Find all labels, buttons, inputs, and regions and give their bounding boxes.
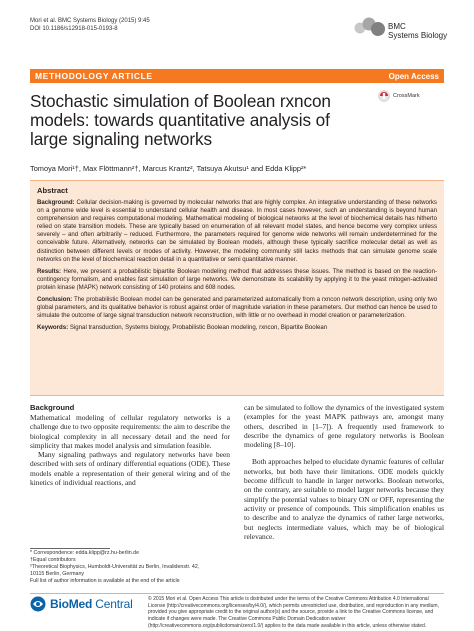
article-type-banner bbox=[30, 69, 444, 83]
equal-contributors-note: †Equal contributors bbox=[30, 557, 76, 564]
abstract-results-label: Results: bbox=[37, 267, 62, 275]
footnotes bbox=[30, 550, 235, 585]
article-type-label: METHODOLOGY ARTICLE bbox=[35, 71, 153, 81]
abstract-conclusion-label: Conclusion: bbox=[37, 296, 73, 304]
biomed-central-mark-icon bbox=[30, 596, 46, 612]
abstract-conclusion bbox=[37, 296, 437, 320]
keywords bbox=[37, 324, 437, 332]
crossmark-badge[interactable] bbox=[378, 90, 420, 102]
correspondence-note[interactable]: * Correspondence: edda.klipp@rz.hu-berlin.de bbox=[30, 550, 140, 556]
affiliation-line: 10115 Berlin, Germany bbox=[30, 571, 85, 578]
abstract-results-text: Here, we present a probabilistic bipartite Boolean modeling method that addresses these issues. The method is based on the reaction-contingency formalism, and enables fast simulation of large networks. We demonstrate its scalability by applying it to the yeast mitogen-activated protein kinase (MAPK) network consisting of 140 proteins and 608 nodes. bbox=[37, 267, 437, 291]
journal-logo-bmc: BMC bbox=[388, 22, 406, 31]
body-right-column bbox=[244, 403, 444, 541]
affiliation-line: ²Theoretical Biophysics, Humboldt-Universität zu Berlin, Invalidenstr. 42, bbox=[30, 564, 200, 571]
journal-logo-name: Systems Biology bbox=[388, 31, 448, 40]
abstract-background bbox=[37, 199, 437, 264]
keywords-text: Signal transduction, Systems biology, Probabilistic Boolean modeling, rxncon, Bipartite Boolean bbox=[69, 324, 328, 332]
biomed-central-wordmark bbox=[50, 597, 133, 611]
footer-divider bbox=[30, 593, 444, 594]
abstract-heading: Abstract bbox=[37, 186, 68, 195]
abstract-background-label: Background: bbox=[37, 199, 75, 206]
background-heading: Background bbox=[30, 403, 75, 412]
body-paragraph: can be simulated to follow the dynamics of the investigated system (examples for the yeast MAPK pathways are, amongst many others, described in [1–7]). A frequently used framework to describe the dynamics of gene regulatory networks is Boolean modeling [8–10]. bbox=[244, 403, 444, 450]
citation-header bbox=[30, 17, 150, 33]
body-paragraph: Many signaling pathways and regulatory networks have been described with sets of ordinary differential equations (ODE). These models enable a representation of their general wiring and of the kinetics of individual reactions, and bbox=[30, 450, 230, 488]
author-list: Tomoya Mori¹†, Max Flöttmann²†, Marcus Krantz², Tatsuya Akutsu¹ and Edda Klipp²* bbox=[30, 164, 307, 173]
article-title: Stochastic simulation of Boolean rxncon models: towards quantitative analysis of large signaling networks bbox=[30, 91, 331, 149]
biomed-wordmark-central: Central bbox=[92, 597, 133, 611]
author-info-note: Full list of author information is available at the end of the article bbox=[30, 578, 180, 585]
abstract-results bbox=[37, 268, 437, 292]
bmc-circles-logo-icon bbox=[353, 16, 387, 40]
body-paragraph: Both approaches helped to elucidate dynamic features of cellular networks, but both have their limitations. ODE models quickly become difficult to handle in larger networks. Boolean networks, on the contrary, are suitable to model larger networks because they simplify the potential values to binary ON or OFF, representing the activity or presence of compounds. This simplification enables us to describe and to analyze the dynamics of rather large networks, but neglects intermediate values, which may be of biological relevance. bbox=[244, 457, 444, 541]
open-access-label: Open Access bbox=[388, 71, 439, 81]
biomed-central-logo bbox=[30, 596, 133, 612]
crossmark-icon bbox=[378, 90, 390, 102]
license-text: © 2015 Mori et al. Open Access This article is distributed under the terms of the Creative Commons Attribution 4.0 International License (http://creativecommons.org/licenses/by/4.0/), which permits unrestricted use, distribution, and reproduction in any medium, provided you give appropriate credit to the original author(s) and the source, provide a link to the Creative Commons license, and indicate if changes were made. The Creative Commons Public Domain Dedication waiver (http://creativecommons.org/publicdomain/zero/1.0/) applies to the data made available in this article, unless otherwise stated. bbox=[148, 596, 439, 629]
abstract-box bbox=[30, 180, 444, 396]
keywords-label: Keywords: bbox=[37, 324, 69, 332]
footnote-divider bbox=[30, 548, 110, 549]
abstract-conclusion-text: The probabilistic Boolean model can be generated and parameterized automatically from a rxncon network description, using only two global parameters, and its qualitative behavior is robust against order of magnitude variation in these parameters. Our method can hence be used to simulate the outcome of large signal transduction network reconstruction, with little or no overhead in model creation or parameterization. bbox=[37, 296, 437, 320]
crossmark-label: CrossMark bbox=[393, 93, 420, 99]
abstract-background-text: Cellular decision-making is governed by molecular networks that are highly complex. An integrative understanding of these networks on a genome wide level is essential to understand cellular health and disease. In most cases however, such an understanding is beyond human comprehension and requires computational modeling. Mathematical modeling of biological networks at the level of biochemical details has hitherto relied on state transition models. These are typically based on enumeration of all relevant model states, and hence become very complex unless severely – and often arbitrarily – reduced. Furthermore, the parameters required for genome wide networks will remain underdetermined for the conceivable future. Alternatively, networks can be simulated by Boolean models, although these typically sacrifice molecular detail as well as distinction between different levels or modes of activity. However, the modeling community still lacks methods that can simulate genome scale networks on the level of biochemical reaction detail in a quantitative or semi quantitative manner. bbox=[37, 199, 437, 263]
citation-doi-line: DOI 10.1186/s12918-015-0193-8 bbox=[30, 26, 118, 32]
journal-logo bbox=[388, 22, 447, 40]
citation-journal-line: Mori et al. BMC Systems Biology (2015) 9:45 bbox=[30, 18, 150, 24]
body-paragraph: Mathematical modeling of cellular regulatory networks is a challenge due to two opposite requirements: the aim to describe the biological complexity in all necessary detail and the need for simplicity that makes model analysis and simulation feasible. bbox=[30, 413, 230, 450]
body-left-column bbox=[30, 403, 230, 487]
biomed-wordmark-bold: BioMed bbox=[50, 597, 93, 611]
